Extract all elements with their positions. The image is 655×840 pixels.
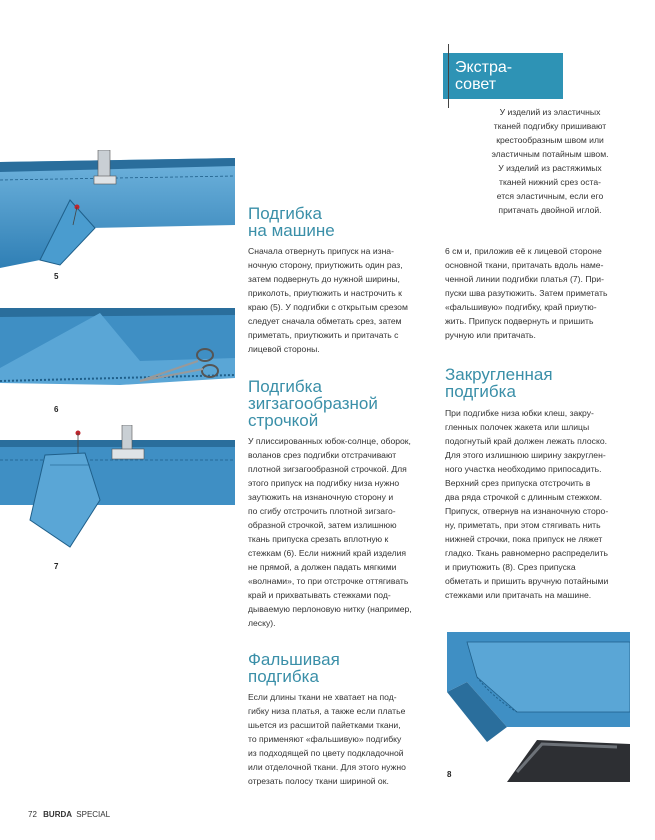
- heading-zigzag-line3: строчкой: [248, 411, 319, 430]
- text-line: или отделочной ткани. Для этого нужно: [248, 762, 406, 772]
- text-line: эластичным потайным швом.: [491, 149, 609, 159]
- text-line: У изделий из эластичных: [499, 107, 601, 117]
- heading-rounded: [445, 366, 553, 400]
- text-line: гибку низа платья, а также если платье: [248, 706, 406, 716]
- text-line: и приутюжить (8). Срез припуска: [445, 562, 576, 572]
- text-line: затем подвернуть до нужной ширины,: [248, 274, 400, 284]
- text-line: стежками или притачать на машине.: [445, 590, 592, 600]
- text-line: стежкам (6). Если нижний край изделия: [248, 548, 407, 558]
- text-line: то применяют «фальшивую» подгибку: [248, 734, 402, 744]
- heading-machine: [248, 205, 335, 239]
- text-line: приметать, приутюжить и притачать с: [248, 330, 399, 340]
- extra-tip-text: [470, 105, 630, 217]
- extra-tip-title: [455, 59, 512, 93]
- text-line: Припуск, отвернув на изнаночную сторо-: [445, 506, 609, 516]
- heading-rounded-line1: Закругленная: [445, 365, 553, 384]
- illustration-5: [0, 150, 235, 270]
- text-line: жить. Припуск подвернуть и пришить: [445, 316, 594, 326]
- text-line: Если длины ткани не хватает на под-: [248, 692, 397, 702]
- text-line: заутюжить на изнаночную сторону и: [248, 492, 394, 502]
- text-line: край и прихватывать стежками под-: [248, 590, 391, 600]
- iron-icon: [507, 740, 630, 782]
- illustration-6: [0, 303, 235, 398]
- text-line: тканей подгибку пришивают: [493, 121, 607, 131]
- zigzag-text: [248, 434, 438, 630]
- text-line: краю (5). У подгибки с открытым срезом: [248, 302, 408, 312]
- rounded-text: [445, 406, 635, 602]
- figure-number-6: 6: [54, 405, 59, 414]
- extra-tip-title-line1: Экстра-: [455, 59, 513, 76]
- text-line: гладко. Ткань равномерно распределить: [445, 548, 609, 558]
- extra-tip-box: [443, 53, 563, 99]
- text-line: лицевой стороны.: [248, 344, 320, 354]
- footer: [28, 810, 110, 819]
- text-line: При подгибке низа юбки клеш, закру-: [445, 408, 594, 418]
- text-line: отрезать полосу ткани шириной ок.: [248, 776, 389, 786]
- text-line: «фальшивую» подгибку, край приутю-: [445, 302, 597, 312]
- extra-tip-title-line2: совет: [455, 76, 497, 93]
- illustration-7: [0, 425, 235, 555]
- text-line: крестообразным швом или: [496, 135, 604, 145]
- text-line: «волнами», то при отстрочке оттягивать: [248, 576, 409, 586]
- text-line: из подходящей по цвету подкладочной: [248, 748, 404, 758]
- text-line: нижней строчки, пока припуск не ляжет: [445, 534, 603, 544]
- rounded-hem-illustration: [447, 632, 630, 782]
- heading-machine-line1: Подгибка: [248, 204, 322, 223]
- fabric-fold-illustration: [0, 150, 235, 270]
- zigzag-cut-illustration: [0, 303, 235, 398]
- text-line: У изделий из растяжимых: [498, 163, 602, 173]
- heading-rounded-line2: подгибка: [445, 382, 516, 401]
- text-line: следует сначала обметать срез, затем: [248, 316, 402, 326]
- heading-zigzag: [248, 378, 378, 429]
- text-line: леску).: [248, 618, 276, 628]
- text-line: шьется из расшитой пайетками ткани,: [248, 720, 401, 730]
- text-line: ткань припуска срезать вплотную к: [248, 534, 389, 544]
- text-line: два ряда строчкой с длинным стежком.: [445, 492, 603, 502]
- text-line: 6 см и, приложив её к лицевой стороне: [445, 246, 602, 256]
- text-line: ется эластичным, если его: [496, 191, 604, 201]
- false-text: [248, 690, 438, 788]
- text-line: воланов срез подгибки отстрачивают: [248, 450, 397, 460]
- illustration-8: [447, 632, 630, 782]
- text-line: этого припуск на подгибку низа нужно: [248, 478, 400, 488]
- page-number: 72: [28, 810, 37, 819]
- text-line: подогнутый край должен лежать плоско.: [445, 436, 608, 446]
- text-line: образной строчкой, затем излишнюю: [248, 520, 397, 530]
- machine-col2: [445, 244, 635, 342]
- text-line: пуски шва разутюжить. Затем приметать: [445, 288, 608, 298]
- heading-zigzag-line2: зигзагообразной: [248, 394, 378, 413]
- brand-suffix: SPECIAL: [76, 810, 111, 819]
- text-line: Для этого излишнюю ширину закруглен-: [445, 450, 606, 460]
- heading-machine-line2: на машине: [248, 221, 335, 240]
- text-line: по сгибу отстрочить плотной зигзаго-: [248, 506, 396, 516]
- text-line: гленных полочек жакета или шлицы: [445, 422, 590, 432]
- heading-false: [248, 651, 340, 685]
- text-line: ченной линии подгибки платья (7). При-: [445, 274, 604, 284]
- text-line: приколоть, приутюжить и настрочить к: [248, 288, 402, 298]
- text-line: ночную сторону, приутюжить один раз,: [248, 260, 403, 270]
- brand-name: BURDA: [43, 810, 73, 819]
- heading-false-line2: подгибка: [248, 667, 319, 686]
- machine-col1: [248, 244, 438, 356]
- text-line: не прямой, а должен падать мягкими: [248, 562, 397, 572]
- text-line: плотной зигзагообразной строчкой. Для: [248, 464, 407, 474]
- heading-false-line1: Фальшивая: [248, 650, 340, 669]
- text-line: Сначала отвернуть припуск на изна-: [248, 246, 394, 256]
- text-line: ного участка необходимо припосадить.: [445, 464, 602, 474]
- text-line: дываемую перлоновую нитку (например,: [248, 604, 412, 614]
- text-line: У плиссированных юбок-солнце, оборок,: [248, 436, 411, 446]
- heading-zigzag-line1: Подгибка: [248, 377, 322, 396]
- text-line: тканей нижний срез оста-: [499, 177, 601, 187]
- false-hem-illustration: [0, 425, 235, 555]
- extra-tip-bracket: [448, 44, 457, 108]
- text-line: Верхний срез припуска отстрочить в: [445, 478, 591, 488]
- text-line: основной ткани, притачать вдоль наме-: [445, 260, 604, 270]
- text-line: ну, приметать, при этом стягивать нить: [445, 520, 601, 530]
- text-line: ручную или притачать.: [445, 330, 536, 340]
- figure-number-8: 8: [447, 770, 452, 779]
- figure-number-5: 5: [54, 272, 59, 281]
- text-line: притачать двойной иглой.: [498, 205, 602, 215]
- figure-number-7: 7: [54, 562, 59, 571]
- text-line: обметать и пришить вручную потайными: [445, 576, 609, 586]
